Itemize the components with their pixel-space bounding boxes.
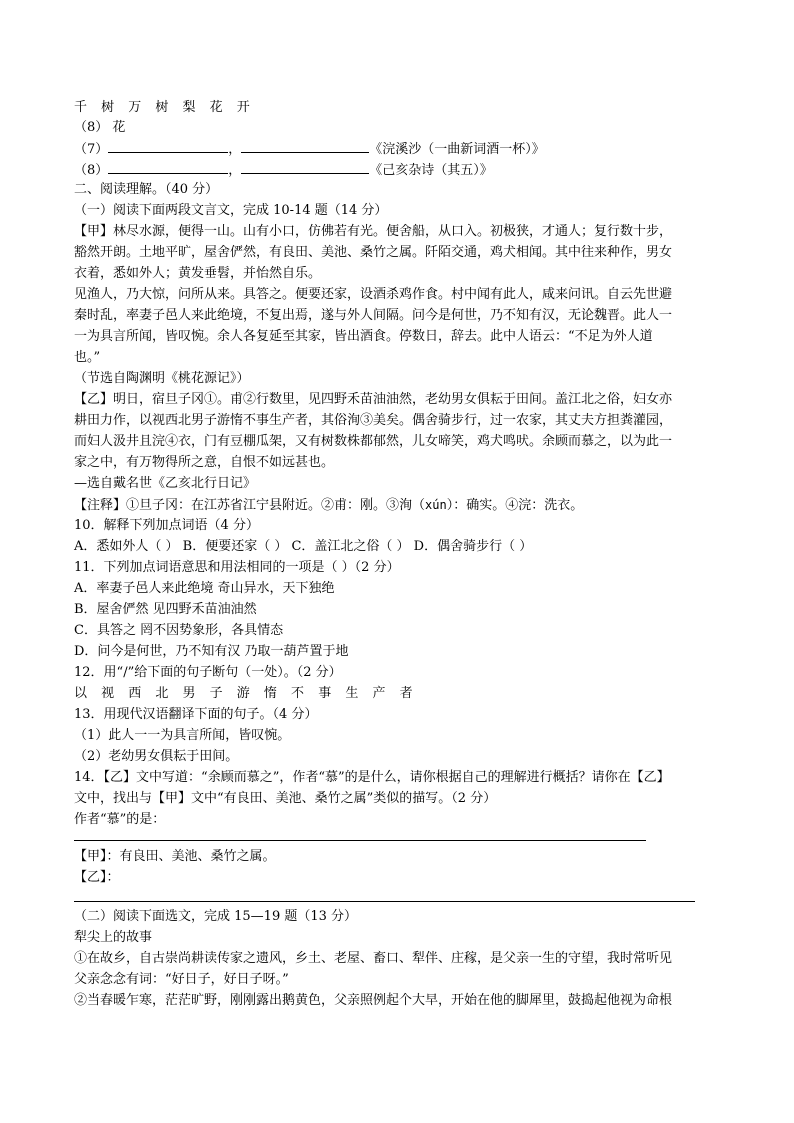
question-14-cont: 文中，找出与【甲】文中“有良田、美池、桑竹之属”类似的描写。（2 分） — [74, 791, 497, 806]
passage-jia-line: 豁然开朗。土地平旷，屋舍俨然，有良田、美池、桑竹之属。阡陌交通，鸡犬相闻。其中往来种作，男女 — [74, 245, 673, 260]
answer-rule[interactable] — [74, 840, 646, 841]
passage-yi-line: 【乙】明日，宿旦子冈①。甫②行数里，见四野禾苗油油然，老幼男女俱耘于田间。盖江北之俗，妇女亦 — [74, 392, 673, 407]
answer-blank[interactable] — [241, 138, 369, 153]
article-paragraph: 父亲念念有词：“好日子，好日子呀。” — [74, 972, 289, 987]
passage-yi-line: 耕田力作，以视西北男子游惰不事生产者，其俗洵③美矣。偶舍骑步行，过一农家，其丈夫方担粪灌园， — [74, 413, 673, 428]
question-14-prompt: 作者“慕”的是： — [74, 812, 166, 827]
passage-yi-line: 家之中，有万物得所之意，自恨不如远甚也。 — [74, 455, 335, 470]
passage-yi-line: 而妇人汲井且浣④衣，门有豆棚瓜架，又有树数株都郁然，儿女啼笑，鸡犬鸣吠。余顾而慕之，以为此一 — [74, 434, 673, 449]
article-paragraph: ①在故乡，自古崇尚耕读传家之遗风，乡土、老屋、畜口、犁伴、庄稼，是父亲一生的守望，我时常听见 — [74, 951, 673, 966]
part-heading: （二）阅读下面选文，完成 15—19 题（13 分） — [74, 909, 358, 924]
option-b: B．屋舍俨然 见四野禾苗油油然 — [74, 602, 257, 617]
question-12-sentence: 以 视 西 北 男 子 游 惰 不 事 生 产 者 — [74, 686, 418, 701]
answer-line: （8） 花 — [74, 120, 126, 135]
question-13: 13．用现代汉语翻译下面的句子。（4 分） — [74, 707, 318, 722]
question-14: 14．【乙】文中写道：“余顾而慕之”，作者“慕”的是什么，请你根据自己的理解进行概括？请你在【乙】 — [74, 770, 670, 785]
question-10-options: A．悉如外人（ ） B．便要还家（ ） C．盖江北之俗（ ） D．偶舍骑步行（ ） — [74, 539, 533, 554]
part-heading: （一）阅读下面两段文言文，完成 10-14 题（14 分） — [74, 203, 388, 218]
article-paragraph: ②当春暖乍寒，茫茫旷野，刚刚露出鹅黄色，父亲照例起个大早，开始在他的脚犀里，鼓捣起他视为命根 — [74, 993, 673, 1008]
fill-blank-line-7: （7） ， 《浣溪沙（一曲新词酒一杯）》 — [74, 138, 545, 158]
answer-blank[interactable] — [241, 159, 369, 174]
source-note: （节选自陶渊明《桃花源记》） — [74, 371, 250, 386]
annotation: 【注释】①旦子冈：在江苏省江宁县附近。②甫：刚。③洵（xún）：确实。④浣：洗衣。 — [74, 498, 584, 513]
passage-jia-line: 【甲】林尽水源，便得一山。山有小口，仿佛若有光。便舍船，从口入。初极狭，才通人；复行数十步， — [74, 224, 673, 239]
option-c: C．具答之 罔不因势象形，各具情态 — [74, 623, 284, 638]
answer-blank[interactable] — [108, 159, 228, 174]
fill-blank-line-8: （8） ， 《己亥杂诗（其五）》 — [74, 159, 493, 179]
passage-jia-line: 一为具言所闻，皆叹惋。余人各复延至其家，皆出酒食。停数日，辞去。此中人语云：“不足为外人道 — [74, 329, 653, 344]
question-13-item: （2）老幼男女俱耘于田间。 — [74, 749, 239, 764]
answer-blank[interactable] — [108, 138, 228, 153]
source-note: —选自戴名世《乙亥北行日记》 — [74, 476, 257, 491]
passage-jia-line: 衣着，悉如外人；黄发垂髫，并怡然自乐。 — [74, 266, 322, 281]
answer-jia: 【甲】：有良田、美池、桑竹之属。 — [74, 849, 276, 864]
answer-yi: 【乙】： — [74, 870, 120, 885]
question-11: 11．下列加点词语意思和用法相同的一项是（ ）（2 分） — [74, 560, 400, 575]
question-10: 10．解释下列加点词语（4 分） — [74, 518, 259, 533]
poem-line: 千 树 万 树 梨 花 开 — [74, 100, 255, 115]
article-title: 犁尖上的故事 — [74, 930, 153, 945]
question-13-item: （1）此人一一为具言所闻，皆叹惋。 — [74, 728, 291, 743]
section-heading: 二、阅读理解。（40 分） — [74, 182, 219, 197]
passage-jia-line: 秦时乱，率妻子邑人来此绝境，不复出焉，遂与外人间隔。问今是何世，乃不知有汉，无论魏晋。此人一 — [74, 308, 673, 323]
question-12: 12．用“/”给下面的句子断句（一处）。（2 分） — [74, 665, 342, 680]
answer-rule[interactable] — [74, 901, 695, 902]
passage-jia-line: 见渔人，乃大惊，问所从来。具答之。便要还家，设酒杀鸡作食。村中闻有此人，咸来问讯。自云先世避 — [74, 287, 673, 302]
option-a: A．率妻子邑人来此绝境 奇山异水，天下独绝 — [74, 581, 335, 596]
passage-jia-line: 也。” — [74, 350, 101, 365]
option-d: D．问今是何世，乃不知有汉 乃取一葫芦置于地 — [74, 644, 349, 659]
